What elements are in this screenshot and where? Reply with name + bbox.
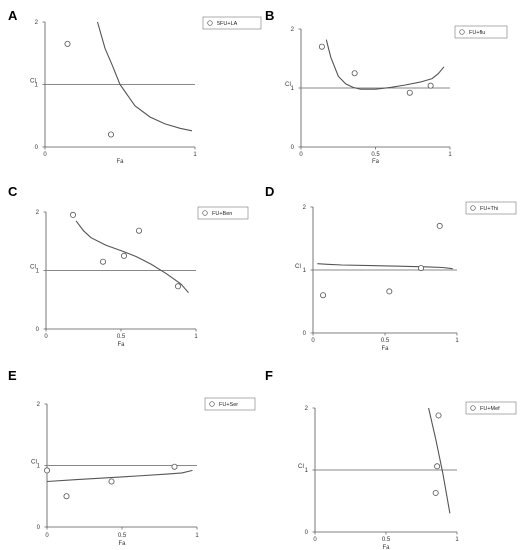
panel-letter-c: C — [8, 184, 18, 199]
legend-marker — [210, 402, 215, 407]
legend-marker — [208, 21, 213, 26]
panel-letter-e: E — [8, 368, 17, 383]
legend-label: FU+Thi — [480, 206, 499, 212]
legend — [455, 26, 507, 38]
y-tick-label: 1 — [35, 268, 39, 275]
panel-d — [265, 184, 516, 352]
y-tick-label: 2 — [290, 27, 294, 33]
data-point — [121, 253, 126, 258]
legend — [466, 402, 516, 414]
panel-letter-f: F — [265, 368, 273, 383]
y-tick-label: 0 — [36, 525, 40, 531]
y-tick-label: 1 — [304, 468, 308, 474]
panel-letter-b: B — [265, 8, 275, 23]
x-tick-label: 0.5 — [116, 334, 126, 340]
legend — [198, 207, 248, 219]
x-axis-label: Fa — [371, 159, 380, 165]
x-tick-label: 1 — [195, 533, 199, 539]
x-tick-label: 0.5 — [381, 537, 391, 543]
panel-f — [265, 368, 516, 550]
y-axis-label: CI — [285, 82, 291, 89]
panel-a — [8, 8, 261, 165]
legend — [205, 398, 255, 410]
y-tick-label: 0 — [35, 327, 39, 333]
data-point — [436, 413, 441, 418]
x-tick-label: 0.5 — [117, 533, 127, 539]
legend-marker — [460, 30, 465, 35]
y-tick-label: 2 — [302, 205, 306, 211]
x-tick-label: 0 — [45, 533, 49, 539]
panel-letter-d: D — [265, 184, 275, 199]
x-axis-label: Fa — [116, 159, 124, 165]
x-tick-label: 0 — [299, 152, 303, 158]
y-axis-label: CI — [295, 263, 301, 270]
data-point — [64, 494, 69, 499]
data-point — [387, 289, 392, 294]
x-tick-label: 0 — [44, 334, 48, 340]
panel-c — [8, 184, 248, 348]
data-point — [109, 479, 114, 484]
legend — [203, 17, 261, 29]
fitted-curve — [317, 264, 452, 269]
y-tick-label: 1 — [302, 268, 306, 274]
x-tick-label: 1 — [455, 338, 459, 344]
data-point — [418, 266, 423, 271]
legend-marker — [203, 211, 208, 216]
x-axis-label: Fa — [381, 346, 389, 352]
legend-label: FU+Ser — [219, 402, 239, 408]
x-tick-label: 0.5 — [371, 152, 380, 158]
y-tick-label: 1 — [36, 463, 40, 470]
x-tick-label: 0 — [313, 537, 317, 543]
data-point — [428, 83, 433, 88]
y-tick-label: 0 — [290, 145, 294, 151]
x-tick-label: 1 — [455, 537, 459, 543]
data-point — [352, 71, 357, 76]
x-axis-label: Fa — [382, 545, 390, 550]
data-point — [435, 464, 440, 469]
x-tick-label: 1 — [448, 152, 452, 158]
fitted-curve — [429, 408, 450, 513]
fitted-curve — [47, 470, 193, 481]
y-axis-label: CI — [298, 463, 304, 470]
data-point — [136, 228, 141, 233]
y-tick-label: 2 — [35, 210, 39, 216]
x-tick-label: 0 — [43, 152, 47, 158]
y-tick-label: 0 — [304, 530, 308, 536]
fitted-curve — [326, 40, 444, 90]
data-point — [175, 284, 180, 289]
data-point — [407, 90, 412, 95]
panel-letter-a: A — [8, 8, 18, 23]
y-tick-label: 2 — [34, 20, 38, 26]
x-axis-label: Fa — [118, 541, 126, 547]
y-tick-label: 1 — [290, 86, 294, 92]
y-tick-label: 2 — [304, 406, 308, 412]
y-axis-label: CI — [31, 459, 37, 466]
y-tick-label: 0 — [302, 331, 306, 337]
x-tick-label: 0 — [311, 338, 315, 344]
y-tick-label: 0 — [34, 145, 38, 151]
y-axis-label: CI — [30, 264, 36, 271]
data-point — [433, 490, 438, 495]
x-axis-label: Fa — [117, 342, 125, 348]
data-point — [65, 41, 70, 46]
legend-label: FU+Mef — [480, 406, 500, 412]
data-point — [44, 468, 49, 473]
data-point — [437, 223, 442, 228]
legend-label: FU+Ben — [212, 211, 233, 217]
x-tick-label: 1 — [193, 152, 197, 158]
legend-label: FU+flu — [469, 30, 486, 36]
y-tick-label: 2 — [36, 402, 40, 408]
data-point — [108, 132, 113, 137]
data-point — [319, 44, 324, 49]
legend-marker — [471, 406, 476, 411]
x-tick-label: 0.5 — [380, 338, 390, 344]
y-tick-label: 1 — [34, 82, 38, 89]
panel-e — [8, 368, 255, 547]
fitted-curve — [98, 22, 193, 131]
y-axis-label: CI — [30, 78, 36, 85]
panel-b — [265, 8, 507, 165]
data-point — [320, 293, 325, 298]
x-tick-label: 1 — [194, 334, 198, 340]
legend-marker — [471, 206, 476, 211]
fitted-curve — [76, 221, 189, 293]
data-point — [70, 212, 75, 217]
legend — [466, 202, 516, 214]
data-point — [172, 464, 177, 469]
legend-label: 5FU+LA — [217, 21, 238, 27]
data-point — [100, 259, 105, 264]
